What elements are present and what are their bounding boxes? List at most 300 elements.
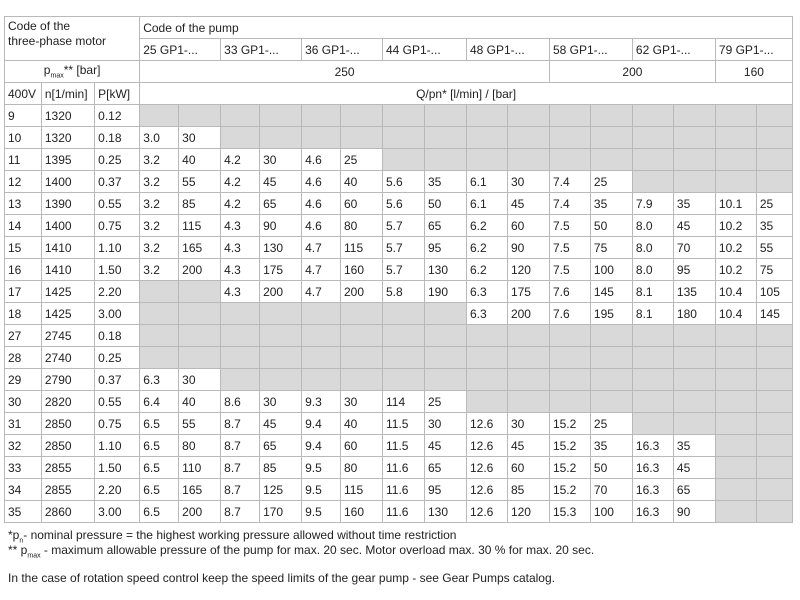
pressure-cell: 120 <box>507 501 549 523</box>
motor-code-cell: 9 <box>5 105 42 127</box>
pressure-cell <box>507 105 549 127</box>
flow-cell: 3.2 <box>140 171 179 193</box>
pressure-cell: 115 <box>340 479 382 501</box>
flow-cell <box>382 325 424 347</box>
flow-cell <box>549 347 590 369</box>
flow-cell: 15.2 <box>549 435 590 457</box>
pressure-cell: 180 <box>673 303 715 325</box>
pressure-cell: 25 <box>424 391 466 413</box>
flow-cell: 15.2 <box>549 479 590 501</box>
flow-cell: 8.0 <box>632 259 673 281</box>
flow-cell <box>715 479 756 501</box>
pressure-cell: 135 <box>673 281 715 303</box>
flow-cell <box>140 281 179 303</box>
flow-cell <box>549 325 590 347</box>
flow-cell <box>382 347 424 369</box>
flow-cell <box>715 457 756 479</box>
flow-cell: 9.4 <box>302 413 341 435</box>
pressure-cell <box>179 281 221 303</box>
table-row <box>5 237 793 259</box>
pressure-cell: 55 <box>756 237 792 259</box>
pump-code-48: 48 GP1-... <box>466 39 549 61</box>
flow-cell: 4.6 <box>302 215 341 237</box>
motor-code-cell: 14 <box>5 215 42 237</box>
fn2-sub: max <box>27 552 41 560</box>
pressure-cell: 45 <box>507 193 549 215</box>
pressure-cell <box>424 127 466 149</box>
motor-code-cell: 31 <box>5 413 42 435</box>
pressure-cell: 35 <box>590 435 632 457</box>
flow-cell <box>632 105 673 127</box>
pressure-cell <box>756 479 792 501</box>
flow-cell <box>466 369 507 391</box>
pressure-cell <box>179 303 221 325</box>
flow-cell: 3.2 <box>140 149 179 171</box>
speed-cell: 2850 <box>41 435 94 457</box>
flow-cell <box>715 325 756 347</box>
pressure-cell: 85 <box>260 457 302 479</box>
flow-cell: 5.6 <box>382 193 424 215</box>
pressure-cell: 45 <box>673 215 715 237</box>
pressure-cell <box>507 347 549 369</box>
pressure-cell: 80 <box>179 435 221 457</box>
table-row <box>5 413 793 435</box>
flow-cell <box>715 501 756 523</box>
flow-cell: 3.2 <box>140 237 179 259</box>
speed-cell: 2740 <box>41 347 94 369</box>
flow-cell <box>382 105 424 127</box>
flow-cell: 6.5 <box>140 501 179 523</box>
pressure-cell <box>756 105 792 127</box>
pressure-cell: 60 <box>507 215 549 237</box>
pressure-cell <box>590 127 632 149</box>
speed-cell: 1410 <box>41 259 94 281</box>
flow-cell <box>715 105 756 127</box>
flow-cell <box>549 127 590 149</box>
pressure-cell: 125 <box>260 479 302 501</box>
flow-cell: 4.6 <box>302 193 341 215</box>
flow-cell: 10.4 <box>715 303 756 325</box>
pressure-cell <box>507 369 549 391</box>
flow-cell: 4.6 <box>302 149 341 171</box>
speed-cell: 1400 <box>41 171 94 193</box>
flow-cell: 6.2 <box>466 259 507 281</box>
pressure-cell: 90 <box>673 501 715 523</box>
flow-cell: 8.1 <box>632 303 673 325</box>
flow-cell: 7.6 <box>549 303 590 325</box>
flow-cell: 8.7 <box>221 457 260 479</box>
pressure-cell: 25 <box>590 413 632 435</box>
power-cell: 0.18 <box>95 325 140 347</box>
pressure-cell <box>424 105 466 127</box>
flow-cell: 12.6 <box>466 501 507 523</box>
power-cell: 0.25 <box>95 347 140 369</box>
pmax-unit: ** [bar] <box>63 63 101 78</box>
pressure-cell: 45 <box>673 457 715 479</box>
motor-code-label: Code of the three-phase motor <box>8 19 107 48</box>
footnote-nominal-pressure <box>8 528 456 544</box>
flow-cell: 16.3 <box>632 501 673 523</box>
flow-cell: 4.3 <box>221 215 260 237</box>
flow-cell <box>715 149 756 171</box>
flow-cell: 8.7 <box>221 479 260 501</box>
flow-cell: 7.5 <box>549 237 590 259</box>
flow-cell: 5.8 <box>382 281 424 303</box>
table-row <box>5 215 793 237</box>
pressure-cell: 45 <box>424 435 466 457</box>
flow-cell <box>302 105 341 127</box>
flow-cell <box>140 105 179 127</box>
pressure-cell <box>340 105 382 127</box>
flow-cell <box>140 325 179 347</box>
speed-cell: 2860 <box>41 501 94 523</box>
speed-cell: 2850 <box>41 413 94 435</box>
table-row <box>5 435 793 457</box>
flow-cell <box>140 347 179 369</box>
pressure-cell <box>424 149 466 171</box>
flow-cell <box>632 149 673 171</box>
flow-cell <box>302 325 341 347</box>
flow-cell: 8.7 <box>221 413 260 435</box>
flow-cell: 6.5 <box>140 435 179 457</box>
pressure-cell: 200 <box>260 281 302 303</box>
pressure-cell: 165 <box>179 479 221 501</box>
pressure-cell: 30 <box>260 391 302 413</box>
flow-cell: 6.1 <box>466 193 507 215</box>
flow-cell: 6.5 <box>140 479 179 501</box>
flow-cell: 3.2 <box>140 215 179 237</box>
table-body <box>5 105 793 523</box>
pressure-cell: 165 <box>179 237 221 259</box>
pressure-cell <box>507 127 549 149</box>
footnote-speed-control: In the case of rotation speed control keep the speed limits of the gear pump - see Gear Pumps catalog. <box>8 571 555 585</box>
flow-cell: 7.5 <box>549 259 590 281</box>
pressure-cell: 145 <box>590 281 632 303</box>
pressure-cell: 45 <box>507 435 549 457</box>
motor-code-cell: 28 <box>5 347 42 369</box>
pressure-cell: 35 <box>673 193 715 215</box>
speed-cell: 2790 <box>41 369 94 391</box>
pressure-cell: 200 <box>179 259 221 281</box>
flow-cell <box>715 171 756 193</box>
footnote-max-pressure <box>8 543 594 559</box>
pressure-cell <box>673 369 715 391</box>
pressure-cell: 90 <box>260 215 302 237</box>
pressure-cell <box>673 105 715 127</box>
speed-cell: 2855 <box>41 457 94 479</box>
pump-code-25: 25 GP1-... <box>140 39 221 61</box>
pressure-cell: 35 <box>673 435 715 457</box>
pressure-cell: 70 <box>590 479 632 501</box>
motor-code-cell: 27 <box>5 325 42 347</box>
flow-cell <box>715 127 756 149</box>
pressure-cell <box>756 369 792 391</box>
pressure-cell: 25 <box>340 149 382 171</box>
col-voltage: 400V <box>5 83 42 105</box>
flow-cell <box>382 149 424 171</box>
pressure-cell: 175 <box>260 259 302 281</box>
pump-code-79: 79 GP1-... <box>715 39 792 61</box>
flow-cell <box>466 325 507 347</box>
pressure-cell <box>756 391 792 413</box>
flow-cell: 9.5 <box>302 457 341 479</box>
flow-cell <box>715 435 756 457</box>
speed-cell: 2820 <box>41 391 94 413</box>
flow-cell: 4.3 <box>221 259 260 281</box>
flow-cell <box>549 391 590 413</box>
table-row <box>5 171 793 193</box>
pressure-cell: 65 <box>260 193 302 215</box>
pressure-cell: 60 <box>340 435 382 457</box>
pressure-cell <box>673 347 715 369</box>
motor-code-cell: 33 <box>5 457 42 479</box>
speed-cell: 2745 <box>41 325 94 347</box>
flow-cell: 8.6 <box>221 391 260 413</box>
speed-cell: 1395 <box>41 149 94 171</box>
pressure-cell <box>590 105 632 127</box>
flow-cell: 3.0 <box>140 127 179 149</box>
flow-cell <box>382 127 424 149</box>
speed-cell: 2855 <box>41 479 94 501</box>
pressure-cell: 175 <box>507 281 549 303</box>
power-cell: 1.50 <box>95 457 140 479</box>
flow-cell <box>221 347 260 369</box>
pressure-cell: 130 <box>260 237 302 259</box>
table-row <box>5 259 793 281</box>
flow-cell: 11.6 <box>382 479 424 501</box>
power-cell: 0.37 <box>95 369 140 391</box>
flow-cell: 6.5 <box>140 457 179 479</box>
pressure-cell <box>260 127 302 149</box>
flow-cell <box>549 149 590 171</box>
flow-cell: 15.2 <box>549 457 590 479</box>
flow-cell <box>715 413 756 435</box>
pressure-cell: 35 <box>756 215 792 237</box>
pressure-cell <box>260 105 302 127</box>
flow-cell: 12.6 <box>466 435 507 457</box>
pressure-cell: 35 <box>424 171 466 193</box>
table-row <box>5 479 793 501</box>
motor-code-cell: 15 <box>5 237 42 259</box>
pressure-cell <box>756 149 792 171</box>
pressure-cell <box>673 325 715 347</box>
power-cell: 0.37 <box>95 171 140 193</box>
flow-cell <box>302 369 341 391</box>
flow-cell: 6.3 <box>466 303 507 325</box>
flow-cell: 11.6 <box>382 501 424 523</box>
pressure-cell <box>340 325 382 347</box>
pressure-cell: 160 <box>340 259 382 281</box>
flow-cell <box>221 105 260 127</box>
pressure-cell: 30 <box>340 391 382 413</box>
pressure-cell: 115 <box>179 215 221 237</box>
pressure-cell <box>673 149 715 171</box>
motor-code-cell: 29 <box>5 369 42 391</box>
flow-cell <box>466 391 507 413</box>
flow-cell: 12.6 <box>466 413 507 435</box>
pressure-cell: 120 <box>507 259 549 281</box>
pressure-cell: 70 <box>673 237 715 259</box>
flow-cell: 6.2 <box>466 237 507 259</box>
pressure-cell <box>179 105 221 127</box>
table-row <box>5 325 793 347</box>
table-row <box>5 105 793 127</box>
speed-cell: 1320 <box>41 127 94 149</box>
flow-cell <box>466 149 507 171</box>
flow-cell: 6.5 <box>140 413 179 435</box>
flow-cell <box>466 127 507 149</box>
pmax-row <box>5 61 793 83</box>
pmax-sub: max <box>50 72 64 80</box>
pressure-cell: 85 <box>179 193 221 215</box>
flow-cell: 11.6 <box>382 457 424 479</box>
flow-cell: 7.4 <box>549 171 590 193</box>
pressure-cell <box>260 325 302 347</box>
flow-cell: 7.9 <box>632 193 673 215</box>
pressure-cell: 30 <box>507 413 549 435</box>
pressure-cell <box>756 127 792 149</box>
pressure-cell: 115 <box>340 237 382 259</box>
flow-cell: 10.2 <box>715 215 756 237</box>
flow-cell: 15.2 <box>549 413 590 435</box>
pmax-p: p <box>43 63 51 78</box>
flow-cell: 6.2 <box>466 215 507 237</box>
pressure-cell: 200 <box>507 303 549 325</box>
pressure-cell <box>424 325 466 347</box>
pressure-cell <box>673 413 715 435</box>
flow-cell: 16.3 <box>632 479 673 501</box>
fn1-text: - nominal pressure = the highest working pressure allowed without time restriction <box>23 528 457 542</box>
pressure-cell: 100 <box>590 259 632 281</box>
pressure-cell: 25 <box>756 193 792 215</box>
pressure-cell <box>590 149 632 171</box>
table-row <box>5 369 793 391</box>
motor-code-cell: 34 <box>5 479 42 501</box>
motor-code-cell: 35 <box>5 501 42 523</box>
fn1-prefix: *p <box>8 528 20 542</box>
col-power: P[kW] <box>95 83 140 105</box>
pressure-cell: 50 <box>590 457 632 479</box>
motor-code-cell: 16 <box>5 259 42 281</box>
flow-cell: 16.3 <box>632 457 673 479</box>
flow-cell: 6.3 <box>466 281 507 303</box>
power-cell: 1.10 <box>95 435 140 457</box>
pressure-cell: 60 <box>507 457 549 479</box>
pressure-cell: 65 <box>260 435 302 457</box>
table-row <box>5 501 793 523</box>
motor-code-cell: 13 <box>5 193 42 215</box>
pressure-cell <box>340 303 382 325</box>
flow-cell <box>632 171 673 193</box>
power-cell: 3.00 <box>95 501 140 523</box>
speed-cell: 1425 <box>41 303 94 325</box>
motor-code-cell: 10 <box>5 127 42 149</box>
table-row <box>5 281 793 303</box>
pressure-cell <box>424 347 466 369</box>
flow-cell <box>632 391 673 413</box>
flow-cell: 10.4 <box>715 281 756 303</box>
pressure-cell: 65 <box>424 215 466 237</box>
flow-cell: 11.5 <box>382 435 424 457</box>
speed-cell: 1410 <box>41 237 94 259</box>
flow-cell: 5.7 <box>382 237 424 259</box>
pmax-250: 250 <box>140 61 550 83</box>
pump-motor-table <box>4 16 793 523</box>
pressure-cell: 30 <box>179 127 221 149</box>
table-row <box>5 193 793 215</box>
pressure-cell <box>507 325 549 347</box>
flow-cell <box>632 127 673 149</box>
motor-code-cell: 30 <box>5 391 42 413</box>
flow-cell <box>302 347 341 369</box>
pmax-label <box>5 61 140 83</box>
flow-cell: 10.1 <box>715 193 756 215</box>
flow-cell <box>221 325 260 347</box>
pressure-cell <box>756 171 792 193</box>
flow-cell: 4.2 <box>221 171 260 193</box>
pressure-cell <box>179 325 221 347</box>
pressure-cell: 195 <box>590 303 632 325</box>
pressure-cell: 30 <box>179 369 221 391</box>
flow-cell <box>715 391 756 413</box>
pressure-cell: 50 <box>424 193 466 215</box>
pressure-cell <box>673 171 715 193</box>
flow-cell: 4.6 <box>302 171 341 193</box>
fn2-text: - maximum allowable pressure of the pump for max. 20 sec. Motor overload max. 30 % for max. 20 sec. <box>40 543 595 557</box>
table-row <box>5 149 793 171</box>
flow-cell: 4.3 <box>221 281 260 303</box>
flow-cell: 8.0 <box>632 215 673 237</box>
speed-cell: 1400 <box>41 215 94 237</box>
pressure-cell <box>673 391 715 413</box>
table-row <box>5 457 793 479</box>
pressure-cell: 105 <box>756 281 792 303</box>
power-cell: 1.10 <box>95 237 140 259</box>
power-cell: 0.25 <box>95 149 140 171</box>
pressure-cell: 45 <box>260 413 302 435</box>
pressure-cell <box>756 347 792 369</box>
pressure-cell: 25 <box>590 171 632 193</box>
pressure-cell: 100 <box>590 501 632 523</box>
flow-cell: 9.5 <box>302 479 341 501</box>
pressure-cell: 30 <box>507 171 549 193</box>
pressure-cell: 45 <box>260 171 302 193</box>
pressure-cell: 160 <box>340 501 382 523</box>
flow-cell: 4.7 <box>302 281 341 303</box>
pressure-cell <box>260 347 302 369</box>
pressure-cell: 40 <box>179 149 221 171</box>
pressure-cell: 110 <box>179 457 221 479</box>
pressure-cell: 90 <box>507 237 549 259</box>
speed-cell: 1425 <box>41 281 94 303</box>
flow-cell <box>715 369 756 391</box>
flow-cell <box>632 369 673 391</box>
flow-cell <box>140 303 179 325</box>
pmax-160: 160 <box>715 61 792 83</box>
flow-cell <box>302 303 341 325</box>
pressure-cell: 30 <box>260 149 302 171</box>
flow-cell <box>382 303 424 325</box>
pressure-cell: 80 <box>340 457 382 479</box>
flow-cell: 5.7 <box>382 215 424 237</box>
pressure-cell <box>756 501 792 523</box>
flow-cell: 7.6 <box>549 281 590 303</box>
pressure-cell: 170 <box>260 501 302 523</box>
flow-cell: 16.3 <box>632 435 673 457</box>
fn2-prefix: ** p <box>8 543 28 557</box>
flow-cell: 9.3 <box>302 391 341 413</box>
pressure-cell <box>756 413 792 435</box>
